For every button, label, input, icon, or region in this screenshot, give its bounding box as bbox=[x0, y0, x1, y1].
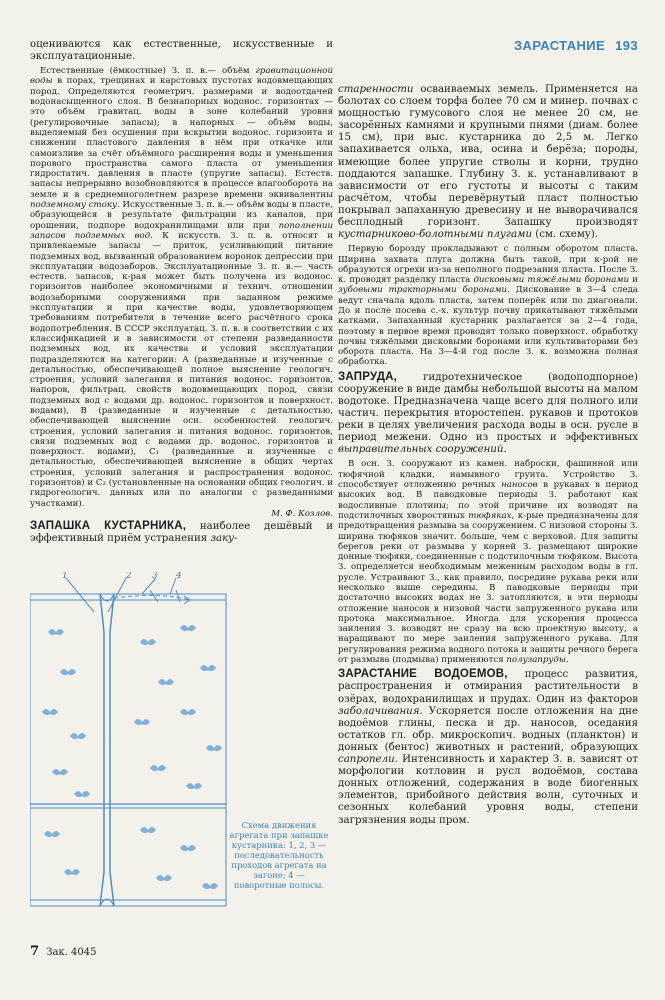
field-border bbox=[30, 594, 226, 906]
header-title: ЗАРАСТАНИЕ bbox=[513, 38, 606, 53]
figure-label-4: 4 bbox=[176, 572, 182, 581]
figure-caption: Схема движения агрегата при запашке кустарника: 1, 2, 3 — последовательность проходов агрегата на загоне; 4 — поворотные полосы. bbox=[229, 820, 329, 890]
running-header bbox=[514, 38, 638, 53]
shrub-symbols bbox=[42, 625, 222, 889]
headword-zarastanie: ЗАРАСТАНИЕ ВОДОЕМОВ, bbox=[338, 668, 508, 681]
plowing-scheme-figure bbox=[30, 572, 330, 930]
order-number: Зак. 4045 bbox=[46, 947, 97, 958]
paragraph-furrow: Первую борозду прокладывают с полным оборотом пласта. Ширина захвата плуга должна быть такой, при к-рой не образуются огрехи из-за неполного подрезания пласта. После З. к. проводят разделку пласта дисковыми тяжёлыми боронами и зубовыми тракторными боронами. Дискование в 3—4 следа ведут сначала вдоль пласта, затем поперёк или по диагонали. До и после посева с.-х. культур почву прикатывают тяжёлыми катками. Запаханный кустарник разлагается за 2—4 года, поэтому в первое время проводят только поверхност. обработку почвы тяжёлыми дисковыми боронами или культиваторами без оборота пласта. На 3—4-й год после З. к. возможна полная обработка. bbox=[338, 244, 638, 368]
entry-zapashka: ЗАПАШКА КУСТАРНИКА, наиболее дешёвый и эффективный приём устранения заку- bbox=[30, 520, 333, 545]
entry-zarastanie: ЗАРАСТАНИЕ ВОДОЕМОВ, процесс развития, распространения и отмирания растительности в озёрах, водохранилищах и прудах. Один из факторов заболачивания. Ускоряется после отложения на дне водоёмов глины, песка и др. наносов, оседания остатков гл. обр. микроскопич. водных (планктон) и донных (бентос) животных и растений, образующих сапропели. Интенсивность и характер З. в. зависят от морфологии котловин и русл водоёмов, состава донных отложений, содержания в воде биогенных элементов, прибойного действия волн, суточных и сезонных колебаний уровня воды, степени загрязнения воды пром. bbox=[338, 668, 638, 826]
paragraph-zapruda-details: В осн. З. сооружают из камен. наброски, фашинной или тюфячной кладки, намывного грунта. Устройство З. способствует отложению речных наносов в рукавах в период высоких вод. В паводковые периоды З. работают как водосливные плотины; по этой причине их возводят на подстилочных хворостяных тюфяках, к-рые предназначены для предотвращения размыва за сооружением. С низовой стороны З. ширина тюфяков значит. больше, чем с верховой. Для защиты берегов реки от размыва у корней З. размещают широкие донные тюфяки, соединенные с подстилочным тюфяком. Высота З. определяется необходимым меженным расходом воды в гл. русле. Устраивают З., как правило, посредине рукава реки или несколько выше середины. В паводковые периоды при достаточно высоких водах не З. затопляются, в эти периоды отложение наносов в низовой части запруженного рукава или протока максимальное. Иногда для ускорения процесса заиления З. возводят не сразу на всю проектную высоту, а наращивают по мере заиления запруженного рукава. Для регулирования режима водного потока и защиты речного берега от размыва (подмыва) применяются полузапруды. bbox=[338, 459, 638, 666]
right-column bbox=[338, 84, 638, 827]
entry-zapruda: ЗАПРУДА, гидротехническое (водоподпорное) сооружение в виде дамбы небольшой высоты на малом водотоке. Предназначена чаще всего для полного или частич. перекрытия второстепен. рукавов и протоков реки в целях увеличения расхода воды в осн. русле в период межени. Одно из простых и эффективных выправительных сооружений. bbox=[338, 370, 638, 456]
headword-zapashka: ЗАПАШКА КУСТАРНИКА, bbox=[30, 520, 187, 533]
paragraph-intro: оцениваются как естественные, искусственные и эксплуатационные. bbox=[30, 39, 333, 63]
figure-label-1: 1 bbox=[62, 572, 68, 581]
figure-label-2: 2 bbox=[126, 572, 132, 581]
headword-zapruda: ЗАПРУДА, bbox=[338, 370, 398, 383]
left-column bbox=[30, 39, 333, 545]
print-signature bbox=[30, 944, 96, 959]
figure-label-3: 3 bbox=[152, 572, 158, 581]
page-number: 193 bbox=[615, 38, 638, 53]
paragraph-zapashka-cont: старенности осваиваемых земель. Применяется на болотах со слоем торфа более 70 см и минер. почвах с мощностью гумусового слоя не менее 20 см, не засорённых камнями и крупными пнями (диам. более 15 см), при выс. кустарника до 2,5 м. Легко запахивается ольха, ива, осина и берёза; породы, имеющие более упругие стволы и корни, трудно поддаются запашке. Глубину З. к. устанавливают в зависимости от его густоты и высоты с таким расчётом, чтобы перевёрнутый пласт полностью покрывал запаханную древесину и не выворачивался бесплодный горизонт. Запашку производят кустарниково-болотными плугами (см. схему). bbox=[338, 84, 638, 241]
track-pass-2 bbox=[110, 594, 114, 906]
sheet-number: 7 bbox=[30, 944, 40, 959]
paragraph-reserves: Естественные (ёмкостные) З. п. в.— объём гравитационной воды в порах, трещинах и карстовых пустотах водовмещающих пород. Определяются геометрич. размерами и водоотдачей водонасыщенного слоя. В безнапорных водонос. горизонтах — это объём гравитац. воды в зоне колебаний уровня (регулировочные запасы); в напорных — объём воды, выделяемый без осушения при вскрытии водонос. горизонта и снижении пластового давления в нём при откачке или самоизливе за счёт объёмного расширения воды и уменьшения порового пространства самого пласта от уменьшения гидростатич. давления в пласте (упругие запасы). Естеств. запасы непрерывно возобновляются в процессе влагооборота на земле и в среднемноголетнем разрезе времени эквивалентны подземному стоку. Искусственные З. п. в.— объём воды в пласте, образующейся в результате фильтрации из каналов, при орошении, подпоре водохранилищами или при пополнении запасов подземных вод. К искусств. З. п. в. относят и привлекаемые запасы — приток, усиливающий питание подземных вод, вызванный образованием воронок депрессии при эксплуатации водозаборов. Эксплуатационные З. п. в.— часть естеств. запасов, к-рая может быть получена из водонос. горизонтов наиболее экономичными и технич. отношении водозаборными сооружениями при заданном режиме эксплуатации и при качестве воды, удовлетворяющем требованиям потребителя в течение всего расчётного срока водопотребления. В СССР эксплуатац. З. п. в. в соответствии с их классификацией и в зависимости от степени разведанности подземных вод, их качества и условий эксплуатации подразделяются на категории: А (разведанные и изученные с детальностью, обеспечивающей полное выяснение геологич. строения, условий залегания и питания водонос. горизонтов, напоров, фильтрац. свойств водовмещающих пород, связи подземных вод с водами др. водонос. горизонтов и поверхност. водами), В (разведанные и изученные с детальностью, обеспечивающей выяснение осн. особенностей геологич. строения, условий залегания и питания водонос. горизонтов, связи подземных вод с водами др. водонос. горизонтов и поверхност. водами), C₁ (разведанные и изученные с детальностью, обеспечивающей выяснение в общих чертах строения, условий залегания и распространения водонос. горизонтов) и C₂ (установленные на основании общих геологич. и гидрогеологич. данных или по аналогии с разведанными участками). bbox=[30, 66, 334, 509]
track-pass-1 bbox=[100, 594, 104, 906]
author-signature: М. Ф. Козлов. bbox=[271, 508, 333, 519]
